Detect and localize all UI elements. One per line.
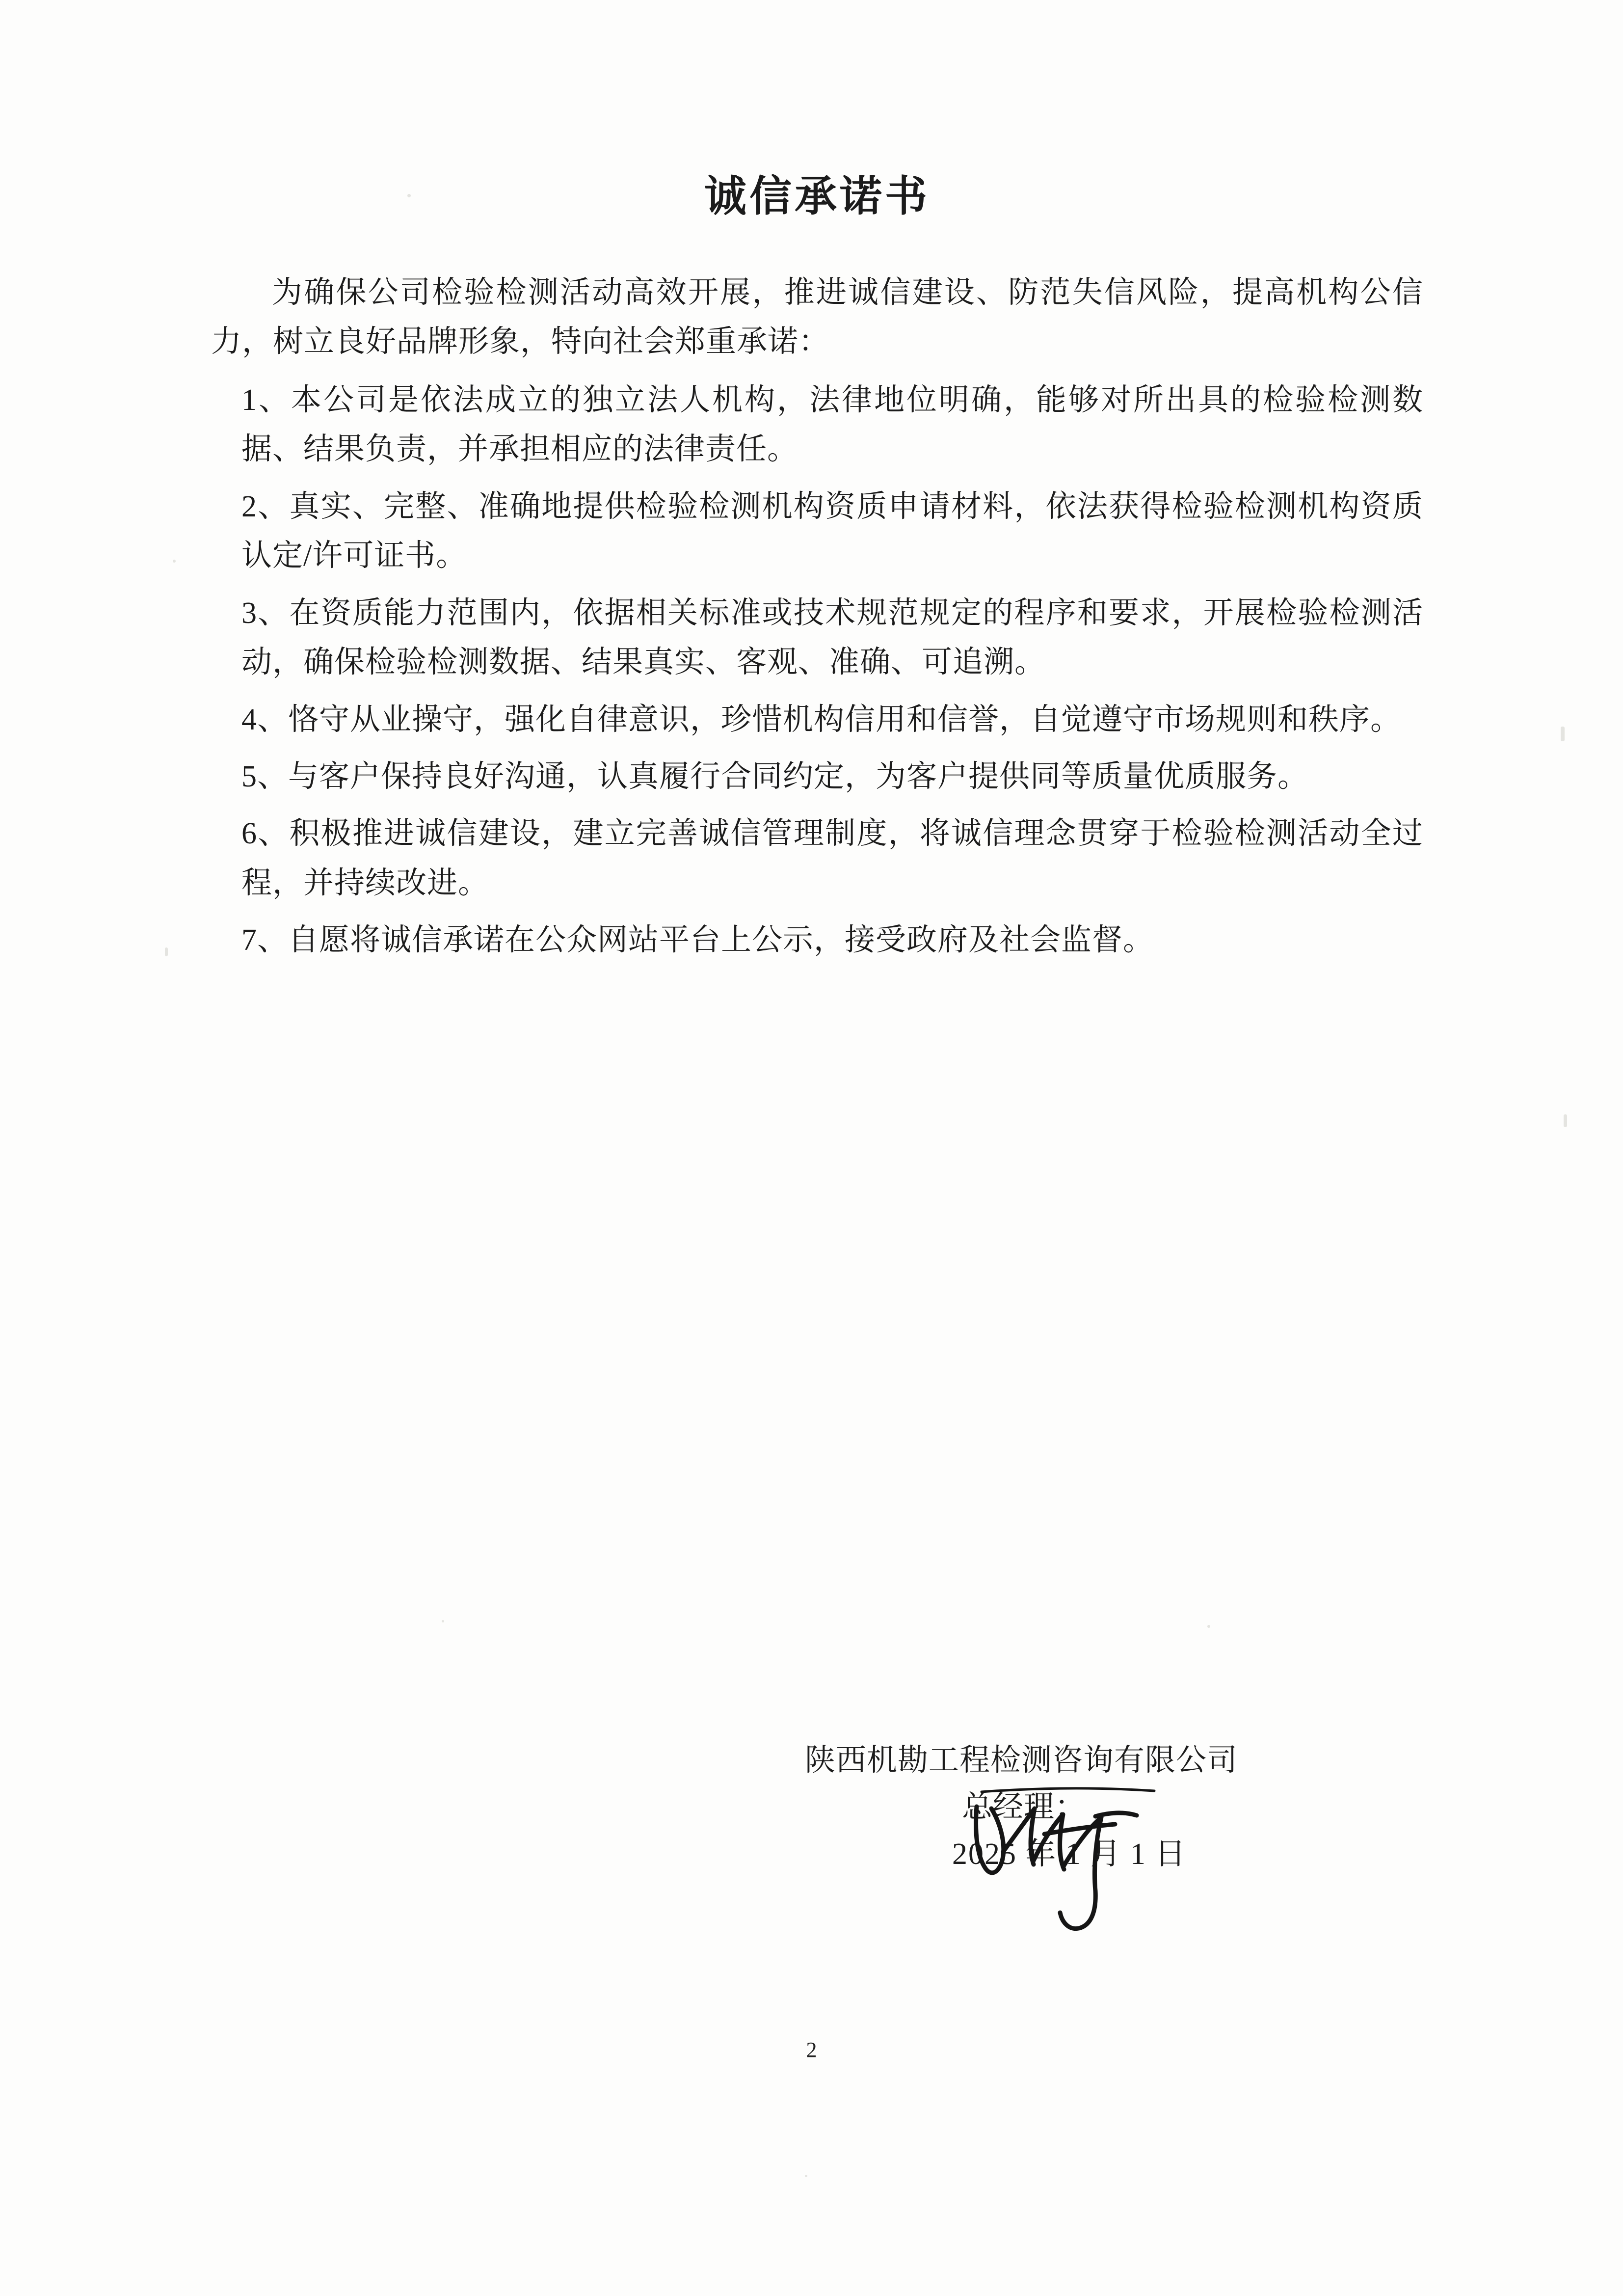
scan-speck xyxy=(165,947,168,956)
list-item: 3、在资质能力范围内，依据相关标准或技术规范规定的程序和要求，开展检验检测活动，确保检验检测数据、结果真实、客观、准确、可追溯。 xyxy=(241,596,1423,679)
scan-speck xyxy=(805,2175,807,2177)
signature-role: 总经理： xyxy=(962,1790,1086,1824)
page-title: 诚信承诺书 xyxy=(704,173,930,220)
signature-company: 陕西机勘工程检测咨询有限公司 xyxy=(805,1744,1238,1777)
scan-speck xyxy=(1207,1625,1210,1628)
list-item: 1、本公司是依法成立的独立法人机构，法律地位明确，能够对所出具的检验检测数据、结果负责，并承担相应的法律责任。 xyxy=(241,383,1423,466)
list-item: 4、恪守从业操守，强化自律意识，珍惜机构信用和信誉，自觉遵守市场规则和秩序。 xyxy=(241,702,1402,736)
list-item: 6、积极推进诚信建设，建立完善诚信管理制度，将诚信理念贯穿于检验检测活动全过程，并持续改进。 xyxy=(241,817,1423,900)
intro-paragraph: 为确保公司检验检测活动高效开展，推进诚信建设、防范失信风险，提高机构公信力，树立良好品牌形象，特向社会郑重承诺： xyxy=(211,276,1423,359)
list-item: 5、与客户保持良好沟通，认真履行合同约定，为客户提供同等质量优质服务。 xyxy=(241,759,1309,793)
scan-speck xyxy=(1561,727,1565,741)
scan-speck xyxy=(173,560,176,563)
scan-speck xyxy=(442,1620,444,1622)
scan-speck xyxy=(1564,1114,1567,1127)
signature-block xyxy=(805,1738,1423,1878)
document-body xyxy=(211,162,1423,973)
list-item: 2、真实、完整、准确地提供检验检测机构资质申请材料，依法获得检验检测机构资质认定/许可证书。 xyxy=(241,489,1423,573)
page-number: 2 xyxy=(806,2038,817,2062)
list-item: 7、自愿将诚信承诺在公众网站平台上公示，接受政府及社会监督。 xyxy=(241,923,1154,957)
signature-date: 2025 年 1 月 1 日 xyxy=(952,1837,1187,1871)
